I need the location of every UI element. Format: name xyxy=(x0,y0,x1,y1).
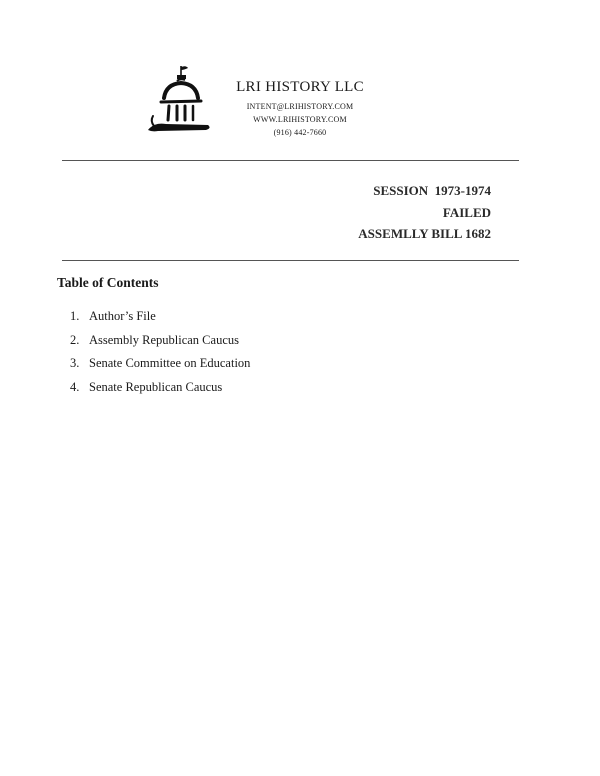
company-email: INTENT@LRIHISTORY.COM xyxy=(246,102,354,111)
toc-item-label: Senate Committee on Education xyxy=(89,356,251,370)
toc-item-assembly-republican-caucus xyxy=(70,331,250,355)
toc-item-label: Assembly Republican Caucus xyxy=(89,332,239,347)
toc-item-number: 2. xyxy=(70,332,80,347)
header-divider xyxy=(62,160,519,161)
section-divider xyxy=(62,260,519,261)
company-name: LRI HISTORY LLC xyxy=(236,79,364,95)
company-info xyxy=(225,78,375,139)
toc-list xyxy=(70,307,250,401)
session-label: SESSION 1973-1974 xyxy=(373,183,491,198)
capitol-dome-icon xyxy=(144,64,214,140)
bill-name: ASSEMLLY BILL 1682 xyxy=(358,226,491,241)
toc-item-number: 4. xyxy=(70,379,80,394)
toc-item-authors-file xyxy=(70,307,250,331)
toc-item-senate-committee-on-education xyxy=(70,354,250,378)
toc-item-number: 3. xyxy=(70,356,80,370)
bill-summary xyxy=(358,180,491,245)
company-website: WWW.LRIHISTORY.COM xyxy=(253,115,347,124)
toc-item-number: 1. xyxy=(70,309,80,323)
toc-item-senate-republican-caucus xyxy=(70,378,250,402)
toc-item-label: Author’s File xyxy=(89,309,156,323)
company-phone: (916) 442-7660 xyxy=(273,128,327,137)
toc-item-label: Senate Republican Caucus xyxy=(89,379,223,394)
toc-title: Table of Contents xyxy=(57,275,159,290)
bill-status: FAILED xyxy=(442,204,491,220)
